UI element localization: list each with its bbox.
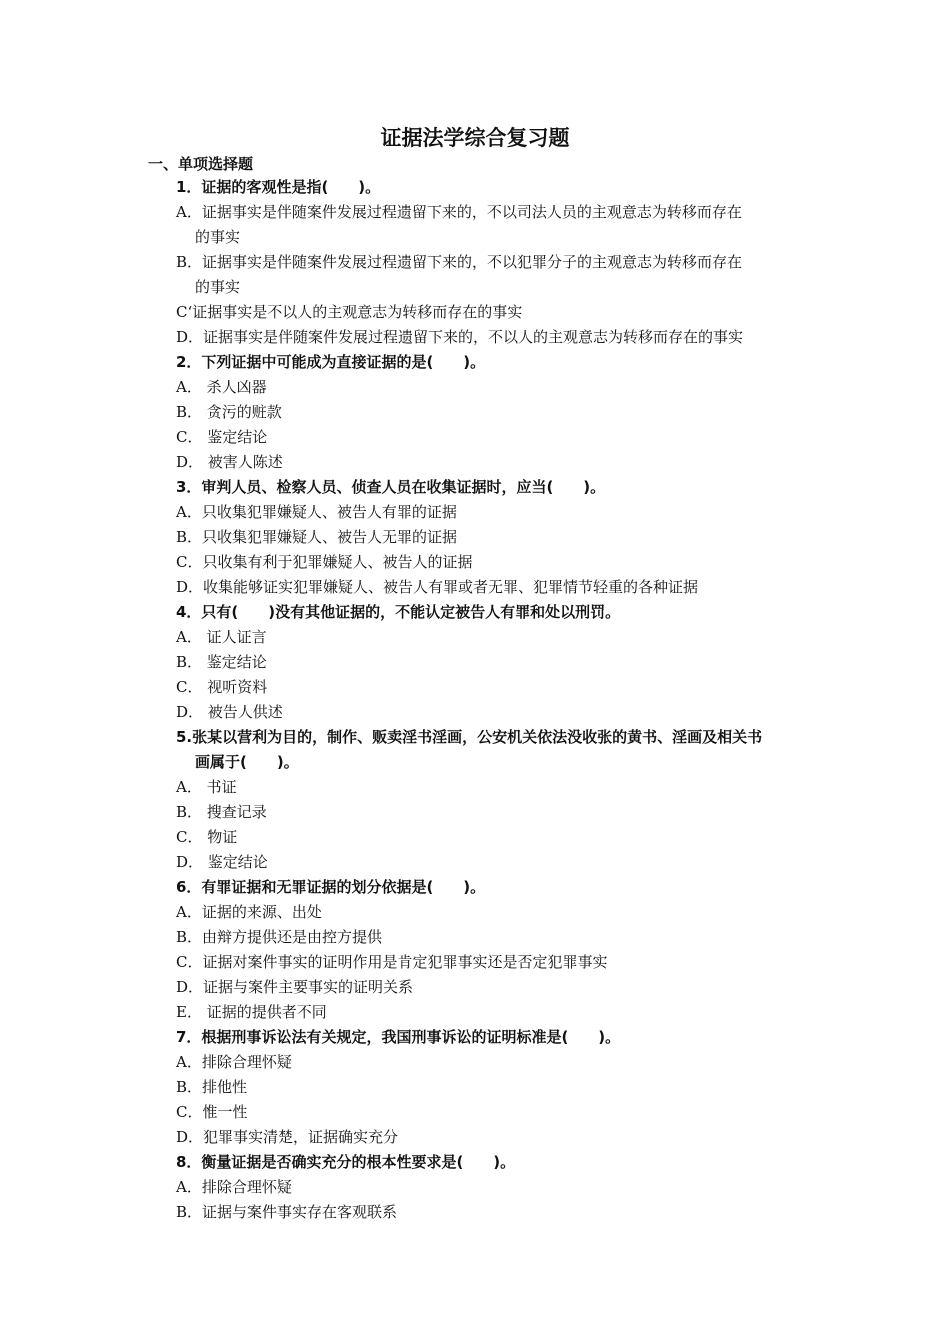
- option-line: A． 杀人凶器: [176, 378, 267, 396]
- section-heading: 一、单项选择题: [148, 155, 254, 173]
- option-line: C．证据对案件事实的证明作用是肯定犯罪事实还是否定犯罪事实: [176, 953, 608, 971]
- option-continuation: 的事实: [195, 228, 241, 246]
- question-list: [176, 175, 812, 1225]
- option-line: C．惟一性: [176, 1103, 248, 1121]
- option-continuation: 的事实: [195, 278, 241, 296]
- question-line: 6．有罪证据和无罪证据的划分依据是( )。: [176, 878, 486, 896]
- option-line: C．只收集有利于犯罪嫌疑人、被告人的证据: [176, 553, 473, 571]
- option-line: B．证据与案件事实存在客观联系: [176, 1203, 398, 1221]
- option-line: B． 搜查记录: [176, 803, 267, 821]
- question-line: 4．只有( )没有其他证据的，不能认定被告人有罪和处以刑罚。: [176, 603, 621, 621]
- question-line: 1．证据的客观性是指( )。: [176, 178, 381, 196]
- option-line: B． 鉴定结论: [176, 653, 267, 671]
- option-line: A．只收集犯罪嫌疑人、被告人有罪的证据: [176, 503, 457, 521]
- page-title: 证据法学综合复习题: [380, 126, 570, 150]
- option-line: D． 被告人供述: [176, 703, 283, 721]
- question-line: 3．审判人员、检察人员、侦查人员在收集证据时，应当( )。: [176, 478, 606, 496]
- option-line: D．证据事实是伴随案件发展过程遗留下来的，不以人的主观意志为转移而存在的事实: [176, 328, 744, 346]
- option-line: B．证据事实是伴随案件发展过程遗留下来的，不以犯罪分子的主观意志为转移而存在: [176, 253, 743, 271]
- option-line: C． 物证: [176, 828, 238, 846]
- option-line: B．只收集犯罪嫌疑人、被告人无罪的证据: [176, 528, 458, 546]
- question-line: 8．衡量证据是否确实充分的根本性要求是( )。: [176, 1153, 516, 1171]
- option-line: B． 贪污的赃款: [176, 403, 282, 421]
- question-line: 5.张某以营利为目的，制作、贩卖淫书淫画，公安机关依法没收张的黄书、淫画及相关书: [176, 728, 763, 746]
- option-line: B．排他性: [176, 1078, 248, 1096]
- option-line: D．证据与案件主要事实的证明关系: [176, 978, 414, 996]
- option-line: A． 书证: [176, 778, 237, 796]
- option-line: A．排除合理怀疑: [176, 1178, 292, 1196]
- question-line: 2．下列证据中可能成为直接证据的是( )。: [176, 353, 486, 371]
- option-line: C‘证据事实是不以人的主观意志为转移而存在的事实: [176, 303, 523, 321]
- option-line: A．证据事实是伴随案件发展过程遗留下来的，不以司法人员的主观意志为转移而存在: [176, 203, 742, 221]
- option-line: D．收集能够证实犯罪嫌疑人、被告人有罪或者无罪、犯罪情节轻重的各种证据: [176, 578, 699, 596]
- option-line: C． 鉴定结论: [176, 428, 268, 446]
- option-line: C． 视听资料: [176, 678, 268, 696]
- option-line: A． 证人证言: [176, 628, 267, 646]
- option-line: E． 证据的提供者不同: [176, 1003, 327, 1021]
- option-line: D． 鉴定结论: [176, 853, 268, 871]
- option-line: A．证据的来源、出处: [176, 903, 322, 921]
- option-line: D． 被害人陈述: [176, 453, 283, 471]
- option-line: A．排除合理怀疑: [176, 1053, 292, 1071]
- option-line: D．犯罪事实清楚，证据确实充分: [176, 1128, 399, 1146]
- option-line: B．由辩方提供还是由控方提供: [176, 928, 383, 946]
- question-line: 7．根据刑事诉讼法有关规定，我国刑事诉讼的证明标准是( )。: [176, 1028, 621, 1046]
- question-continuation: 画属于( )。: [195, 753, 299, 771]
